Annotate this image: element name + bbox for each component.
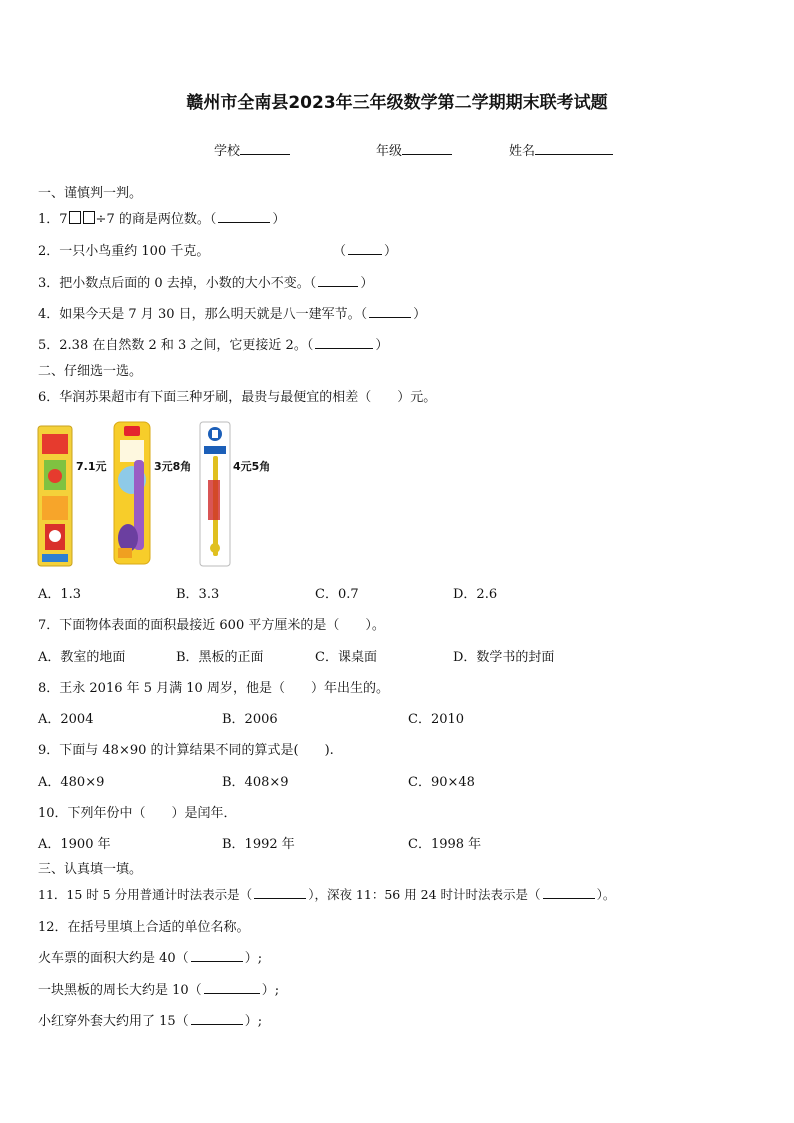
name-label: 姓名 [509, 144, 536, 159]
question-7: 7．下面物体表面的面积最接近 600 平方厘米的是（ ）。 [38, 618, 385, 633]
q12-3-answer-blank[interactable] [191, 1012, 243, 1025]
price-3: 4元5角 [233, 460, 271, 473]
question-2-answer [333, 240, 397, 259]
question-5 [38, 334, 388, 353]
q4-answer-blank[interactable] [369, 305, 411, 318]
q12-item-3 [38, 1010, 262, 1029]
question-2 [38, 240, 209, 259]
q7-option-a[interactable]: A．教室的地面 [38, 650, 126, 665]
q2-text-b: （ [333, 244, 347, 259]
q5-text-a: 5．2.38 在自然数 2 和 3 之间，它更接近 2。（ [38, 338, 314, 353]
question-12: 12．在括号里填上合适的单位名称。 [38, 920, 250, 935]
q4-text-a: 4．如果今天是 7 月 30 日，那么明天就是八一建军节。（ [38, 307, 368, 322]
q7-option-b[interactable]: B．黑板的正面 [176, 650, 264, 665]
question-3 [38, 272, 373, 291]
q2-text-a: 2．一只小鸟重约 100 千克。 [38, 244, 210, 259]
question-9: 9．下面与 48×90 的计算结果不同的算式是( ). [38, 743, 334, 758]
q8-option-b[interactable]: B．2006 [222, 712, 278, 727]
q8-option-c[interactable]: C．2010 [408, 712, 465, 727]
question-10: 10．下列年份中（ ）是闰年． [38, 806, 237, 821]
q9-option-a[interactable]: A．480×9 [38, 775, 105, 790]
q12-item-1 [38, 947, 262, 966]
q5-text-b: ） [375, 338, 389, 353]
price-1: 7.1元 [76, 460, 107, 473]
q12-1-text-b: ）; [244, 951, 263, 966]
question-4 [38, 303, 426, 322]
school-label: 学校 [214, 144, 241, 159]
q7-option-d[interactable]: D．数学书的封面 [453, 650, 555, 665]
q9-option-c[interactable]: C．90×48 [408, 775, 475, 790]
q12-2-text-a: 一块黑板的周长大约是 10（ [38, 983, 202, 998]
price-2: 3元8角 [154, 460, 192, 473]
q11-answer-blank-1[interactable] [254, 886, 306, 899]
q6-option-a[interactable]: A．1.3 [38, 587, 82, 602]
q1-text-b: ÷7 的商是两位数。（ [95, 212, 217, 227]
q12-item-2 [38, 979, 279, 998]
q1-answer-blank[interactable] [218, 210, 270, 223]
q8-option-a[interactable]: A．2004 [38, 712, 94, 727]
section-2-heading: 二、仔细选一选。 [38, 364, 143, 379]
q7-option-c[interactable]: C．课桌面 [315, 650, 377, 665]
q6-option-d[interactable]: D．2.6 [453, 587, 498, 602]
section-3-heading: 三、认真填一填。 [38, 862, 143, 877]
question-1 [38, 208, 285, 227]
question-8: 8．王永 2016 年 5 月满 10 周岁，他是（ ）年出生的。 [38, 681, 389, 696]
toothbrush-3-image [198, 420, 232, 568]
q2-answer-blank[interactable] [348, 242, 382, 255]
q11-text-c: ）。 [596, 887, 616, 902]
q3-text-a: 3．把小数点后面的 0 去掉，小数的大小不变。（ [38, 276, 317, 291]
grade-field [376, 140, 452, 159]
q11-text-a: 11．15 时 5 分用普通计时法表示是（ [38, 887, 253, 902]
section-1-heading: 一、谨慎判一判。 [38, 186, 143, 201]
q10-option-a[interactable]: A．1900 年 [38, 837, 111, 852]
q11-text-b: ），深夜 11：56 用 24 时计时法表示是（ [308, 887, 541, 902]
q10-option-c[interactable]: C．1998 年 [408, 837, 482, 852]
q6-option-b[interactable]: B．3.3 [176, 587, 220, 602]
toothbrush-2-image [112, 420, 154, 568]
q12-3-text-b: ）; [244, 1014, 263, 1029]
question-6: 6．华润苏果超市有下面三种牙刷，最贵与最便宜的相差（ ）元。 [38, 390, 437, 405]
q3-answer-blank[interactable] [318, 274, 358, 287]
q2-text-c: ） [384, 244, 398, 259]
q12-2-text-b: ）; [261, 983, 280, 998]
q3-text-b: ） [360, 276, 374, 291]
q4-text-b: ） [413, 307, 427, 322]
school-blank[interactable] [240, 142, 290, 155]
q11-answer-blank-2[interactable] [543, 886, 595, 899]
q9-option-b[interactable]: B．408×9 [222, 775, 289, 790]
digit-box-icon [69, 211, 81, 224]
digit-box-icon [83, 211, 95, 224]
name-field [509, 140, 613, 159]
page-title: 赣州市全南县2023年三年级数学第二学期期末联考试题 [186, 93, 608, 113]
name-blank[interactable] [535, 142, 613, 155]
school-field [214, 140, 290, 159]
q1-text-a: 1．7 [38, 212, 68, 227]
toothbrush-1-image [36, 424, 76, 570]
q12-1-text-a: 火车票的面积大约是 40（ [38, 951, 189, 966]
q12-2-answer-blank[interactable] [204, 981, 260, 994]
q12-3-text-a: 小红穿外套大约用了 15（ [38, 1014, 189, 1029]
q10-option-b[interactable]: B．1992 年 [222, 837, 295, 852]
q1-text-c: ） [272, 212, 286, 227]
grade-label: 年级 [376, 144, 403, 159]
q12-1-answer-blank[interactable] [191, 949, 243, 962]
q6-option-c[interactable]: C．0.7 [315, 587, 359, 602]
question-11 [38, 885, 615, 903]
grade-blank[interactable] [402, 142, 452, 155]
q5-answer-blank[interactable] [315, 336, 373, 349]
